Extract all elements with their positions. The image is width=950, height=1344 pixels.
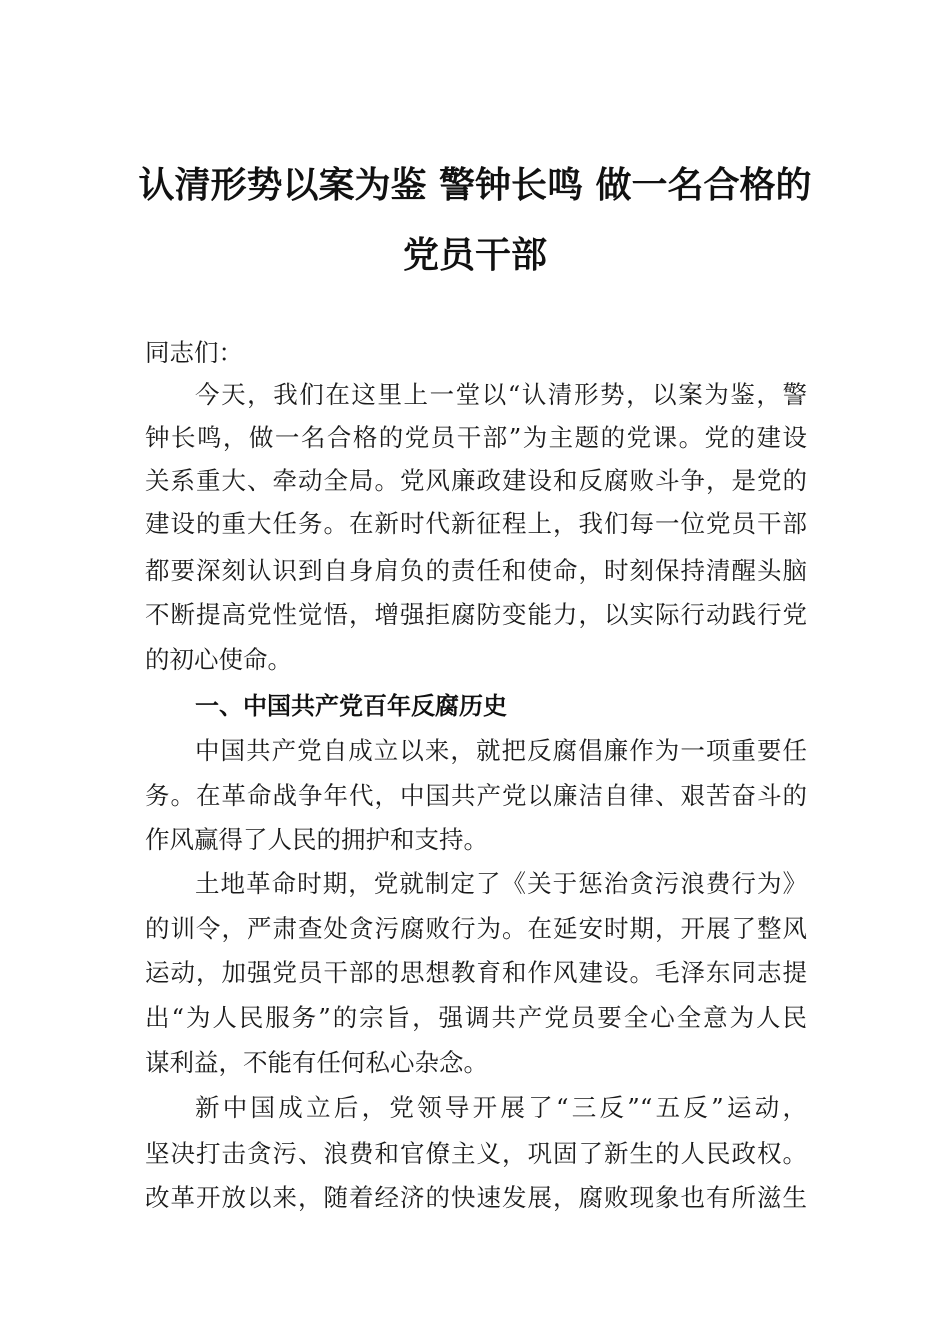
document-title-line-1: 认清形势以案为鉴 警钟长鸣 做一名合格的 xyxy=(138,165,812,206)
paragraph-line: 谋利益，不能有任何私心杂念。 xyxy=(145,1048,488,1077)
paragraph-line: 坚决打击贪污、浪费和官僚主义，巩固了新生的人民政权。 xyxy=(145,1139,807,1168)
paragraph-line: 作风赢得了人民的拥护和支持。 xyxy=(145,825,488,854)
paragraph-line: 不断提高党性觉悟，增强拒腐防变能力，以实际行动践行党 xyxy=(145,600,807,629)
paragraph-line: 建设的重大任务。在新时代新征程上，我们每一位党员干部 xyxy=(145,509,807,538)
paragraph-line: 钟长鸣，做一名合格的党员干部”为主题的党课。党的建设 xyxy=(145,423,807,452)
paragraph-line: 都要深刻认识到自身肩负的责任和使命，时刻保持清醒头脑 xyxy=(145,556,807,585)
paragraph-line: 中国共产党自成立以来，就把反腐倡廉作为一项重要任 xyxy=(195,736,807,765)
paragraph-line: 今天，我们在这里上一堂以“认清形势，以案为鉴，警 xyxy=(195,380,807,409)
paragraph-line: 出“为人民服务”的宗旨，强调共产党员要全心全意为人民 xyxy=(145,1003,807,1032)
paragraph-line: 务。在革命战争年代，中国共产党以廉洁自律、艰苦奋斗的 xyxy=(145,781,807,810)
paragraph-line: 关系重大、牵动全局。党风廉政建设和反腐败斗争，是党的 xyxy=(145,466,807,495)
paragraph-line: 的初心使命。 xyxy=(145,645,292,674)
document-title-line-2: 党员干部 xyxy=(402,235,547,276)
salutation: 同志们： xyxy=(145,338,243,367)
paragraph-line: 改革开放以来，随着经济的快速发展，腐败现象也有所滋生 xyxy=(145,1183,807,1212)
paragraph-line: 运动，加强党员干部的思想教育和作风建设。毛泽东同志提 xyxy=(145,958,807,987)
section-heading: 一、中国共产党百年反腐历史 xyxy=(195,692,507,720)
paragraph-line: 的训令，严肃查处贪污腐败行为。在延安时期，开展了整风 xyxy=(145,914,807,943)
paragraph-line: 土地革命时期，党就制定了《关于惩治贪污浪费行为》 xyxy=(195,869,807,898)
paragraph-line: 新中国成立后，党领导开展了“三反”“五反”运动， xyxy=(195,1093,807,1122)
